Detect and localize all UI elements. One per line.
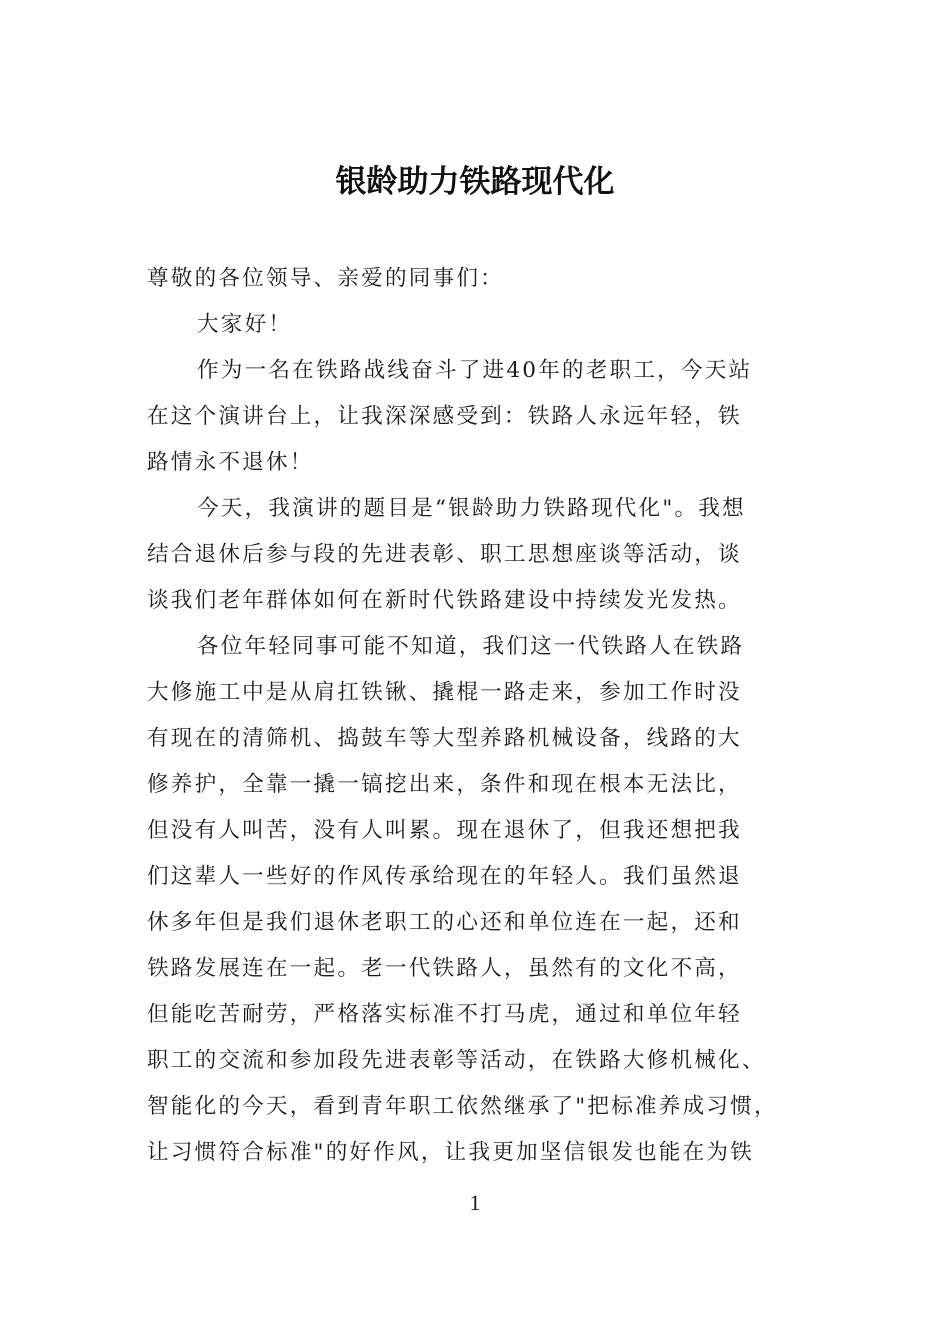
document-title: 银龄助力铁路现代化: [335, 164, 615, 200]
body-line: 各位年轻同事可能不知道，我们这一代铁路人在铁路: [197, 634, 745, 659]
body-line: 但能吃苦耐劳，严格落实标准不打马虎，通过和单位年轻: [147, 1002, 742, 1027]
body-line: 让习惯符合标准"的好作风，让我更加坚信银发也能在为铁: [147, 1140, 754, 1165]
body-line: 有现在的清筛机、捣鼓车等大型养路机械设备，线路的大: [147, 726, 742, 751]
body-line: 休多年但是我们退休老职工的心还和单位连在一起，还和: [147, 910, 742, 935]
body-line: 在这个演讲台上，让我深深感受到：铁路人永远年轻，铁: [147, 404, 742, 429]
body-line: 们这辈人一些好的作风传承给现在的年轻人。我们虽然退: [147, 864, 742, 889]
body-line: 作为一名在铁路战线奋斗了进40年的老职工，今天站: [197, 358, 753, 383]
body-line: 结合退休后参与段的先进表彰、职工思想座谈等活动，谈: [147, 542, 742, 567]
body-line: 修养护，全靠一撬一镐挖出来，条件和现在根本无法比，: [147, 772, 742, 797]
body-line: 路情永不退休！: [147, 450, 314, 475]
body-line: 今天，我演讲的题目是“银龄助力铁路现代化"。我想: [197, 496, 746, 521]
body-line: 智能化的今天，看到青年职工依然继承了"把标准养成习惯，: [147, 1094, 778, 1119]
page-number: 1: [469, 1190, 481, 1215]
body-line: 铁路发展连在一起。老一代铁路人，虽然有的文化不高，: [147, 956, 742, 981]
body-line: 大修施工中是从肩扛铁锹、撬棍一路走来，参加工作时没: [147, 680, 742, 705]
body-line: 职工的交流和参加段先进表彰等活动，在铁路大修机械化、: [147, 1048, 766, 1073]
body-line: 尊敬的各位领导、亲爱的同事们：: [147, 266, 504, 291]
document-body: [147, 256, 807, 1176]
body-line: 但没有人叫苦，没有人叫累。现在退休了，但我还想把我: [147, 818, 742, 843]
body-line: 大家好！: [197, 312, 293, 337]
body-line: 谈我们老年群体如何在新时代铁路建设中持续发光发热。: [147, 588, 742, 613]
